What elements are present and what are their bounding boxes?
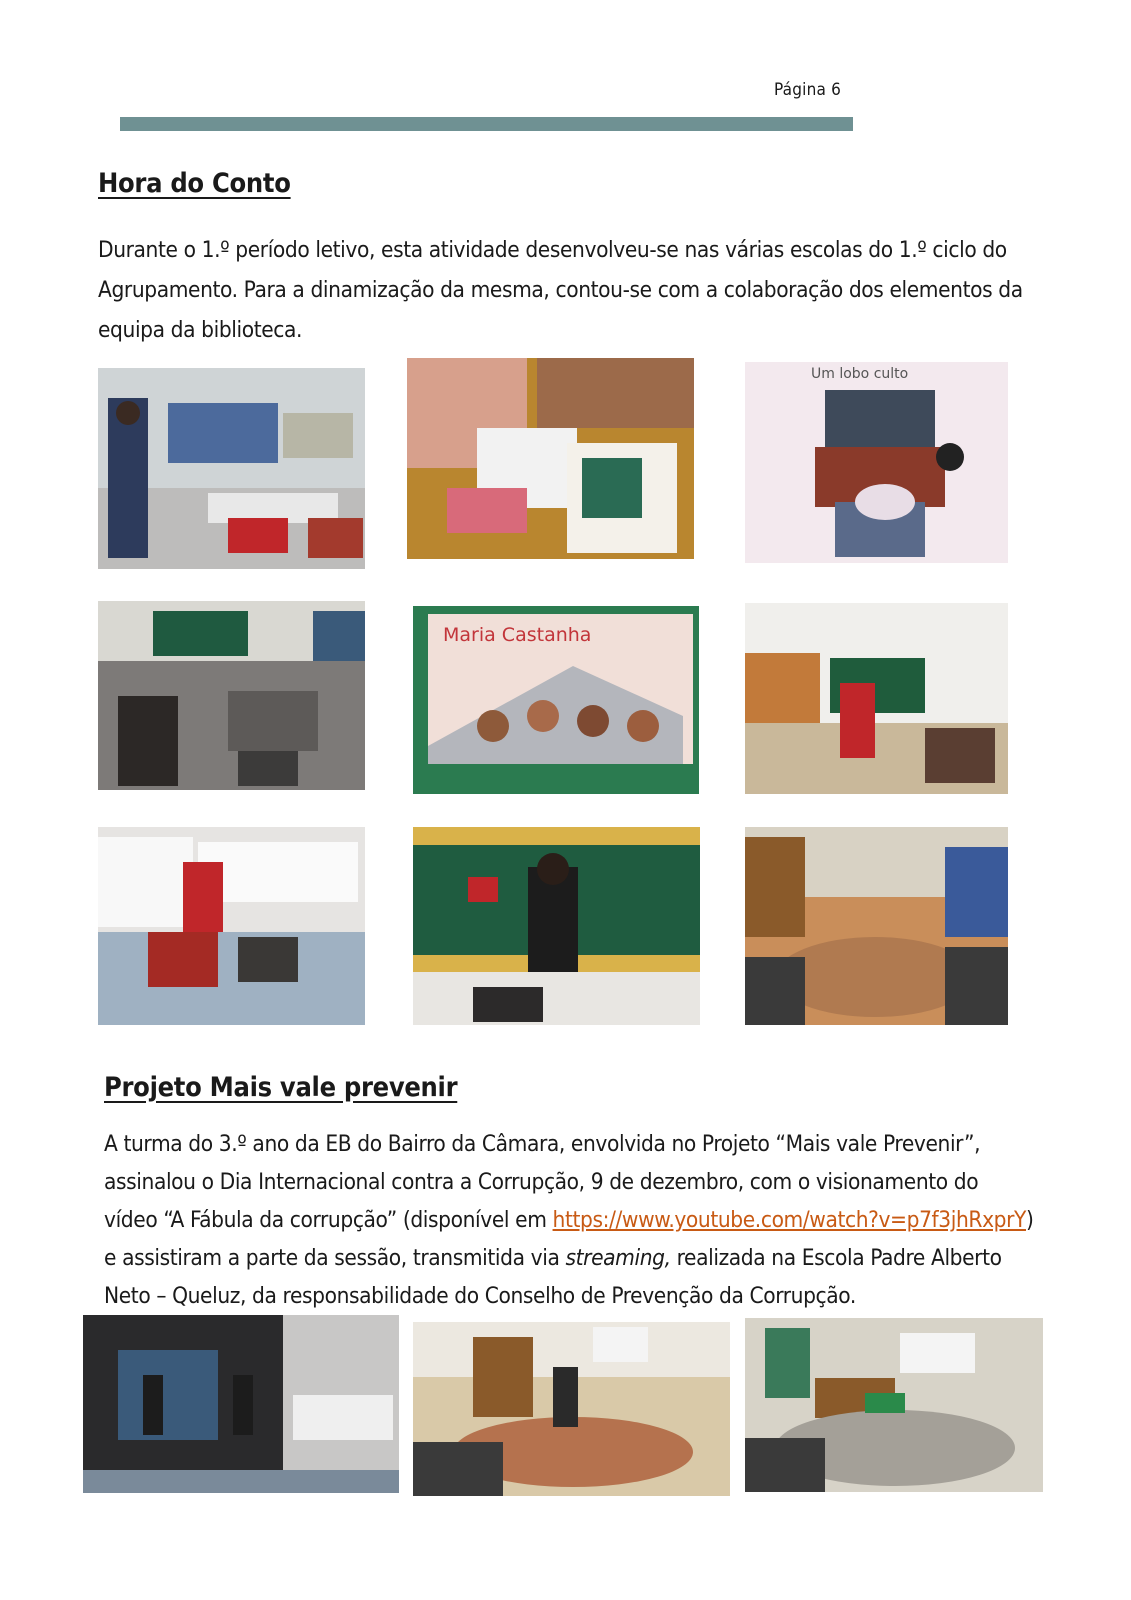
header-bar	[120, 117, 853, 131]
photo-um-lobo-culto	[745, 362, 1008, 563]
photo-session-library-1	[413, 1322, 730, 1496]
page-number: Página 6	[774, 80, 842, 100]
photo-library-circle	[745, 827, 1008, 1025]
youtube-link[interactable]: https://www.youtube.com/watch?v=p7f3jhRxprY	[552, 1207, 1026, 1233]
photo-girl-with-book	[413, 827, 700, 1025]
photo-maria-castanha	[413, 606, 699, 794]
photo-classroom-blackboard	[98, 601, 365, 790]
photo-teacher-reading	[745, 603, 1008, 794]
section-title-hora-do-conto: Hora do Conto	[98, 168, 291, 199]
section-title-mais-vale-prevenir: Projeto Mais vale prevenir	[104, 1072, 458, 1103]
photo-children-drawing	[407, 358, 694, 559]
photo-caption: Um lobo culto	[811, 366, 909, 382]
photo-classroom-whiteboard	[98, 827, 365, 1025]
photo-classroom-storyteller	[98, 368, 365, 569]
section-paragraph-hora-do-conto: Durante o 1.º período letivo, esta atividade desenvolveu-se nas várias escolas do 1.º ciclo do Agrupamento. Para a dinamização da mesma, contou-se com a colaboração dos elementos da equipa da biblioteca.	[98, 237, 1023, 343]
photo-session-library-2	[745, 1318, 1043, 1492]
photo-projection-video	[83, 1315, 399, 1493]
section-paragraph-mais-vale-prevenir: A turma do 3.º ano da EB do Bairro da Câmara, envolvida no Projeto “Mais vale Prevenir”, assinalou o Dia Internacional contra a Corrupção, 9 de dezembro, com o visionamento do vídeo “A Fábula da corrupção” (disponível em https://www.youtube.com/watch?v=p7f3jhRxprY) e assistiram a parte da sessão, transmitida via streaming, realizada na Escola Padre Alberto Neto – Queluz, da responsabilidade do Conselho de Prevenção da Corrupção.	[104, 1131, 1034, 1309]
photo-caption: Maria Castanha	[443, 624, 592, 646]
